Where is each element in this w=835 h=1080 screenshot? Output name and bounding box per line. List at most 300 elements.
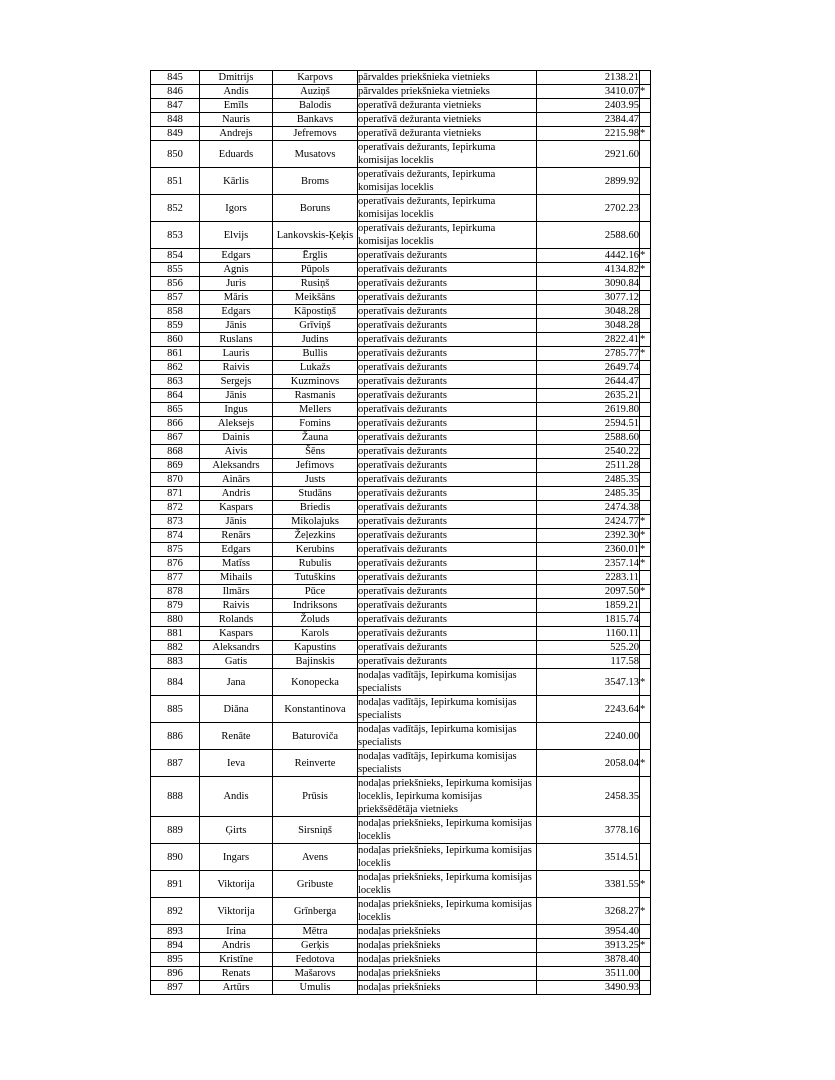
table-row bbox=[151, 750, 651, 777]
last-name: Mikolajuks bbox=[273, 515, 358, 529]
footnote-star bbox=[640, 953, 651, 967]
first-name: Diāna bbox=[200, 696, 273, 723]
first-name: Aivis bbox=[200, 445, 273, 459]
row-number: 848 bbox=[151, 113, 200, 127]
amount: 2403.95 bbox=[537, 99, 640, 113]
last-name: Bajinskis bbox=[273, 655, 358, 669]
footnote-star bbox=[640, 291, 651, 305]
position: nodaļas priekšnieks bbox=[358, 953, 537, 967]
amount: 2215.98 bbox=[537, 127, 640, 141]
footnote-star bbox=[640, 222, 651, 249]
row-number: 888 bbox=[151, 777, 200, 817]
position: operatīvais dežurants bbox=[358, 347, 537, 361]
table-row bbox=[151, 347, 651, 361]
footnote-star bbox=[640, 305, 651, 319]
position: operatīvais dežurants, Iepirkuma komisijas loceklis bbox=[358, 168, 537, 195]
position: operatīvais dežurants bbox=[358, 277, 537, 291]
last-name: Ērglis bbox=[273, 249, 358, 263]
amount: 3077.12 bbox=[537, 291, 640, 305]
first-name: Elvijs bbox=[200, 222, 273, 249]
row-number: 855 bbox=[151, 263, 200, 277]
amount: 1859.21 bbox=[537, 599, 640, 613]
last-name: Avens bbox=[273, 844, 358, 871]
last-name: Fomins bbox=[273, 417, 358, 431]
first-name: Kārlis bbox=[200, 168, 273, 195]
row-number: 859 bbox=[151, 319, 200, 333]
first-name: Jana bbox=[200, 669, 273, 696]
position: operatīvais dežurants bbox=[358, 375, 537, 389]
position: operatīvais dežurants bbox=[358, 557, 537, 571]
position: operatīvais dežurants bbox=[358, 501, 537, 515]
last-name: Kapustins bbox=[273, 641, 358, 655]
row-number: 860 bbox=[151, 333, 200, 347]
footnote-star bbox=[640, 389, 651, 403]
first-name: Andris bbox=[200, 487, 273, 501]
first-name: Edgars bbox=[200, 543, 273, 557]
amount: 2485.35 bbox=[537, 487, 640, 501]
last-name: Karols bbox=[273, 627, 358, 641]
table-row bbox=[151, 375, 651, 389]
last-name: Gerķis bbox=[273, 939, 358, 953]
amount: 525.20 bbox=[537, 641, 640, 655]
table-row bbox=[151, 871, 651, 898]
position: operatīvais dežurants bbox=[358, 305, 537, 319]
first-name: Kaspars bbox=[200, 627, 273, 641]
last-name: Šēns bbox=[273, 445, 358, 459]
last-name: Konstantinova bbox=[273, 696, 358, 723]
footnote-star bbox=[640, 113, 651, 127]
position: operatīvais dežurants, Iepirkuma komisijas loceklis bbox=[358, 222, 537, 249]
amount: 2619.80 bbox=[537, 403, 640, 417]
position: operatīvā dežuranta vietnieks bbox=[358, 127, 537, 141]
last-name: Mētra bbox=[273, 925, 358, 939]
first-name: Andris bbox=[200, 939, 273, 953]
footnote-star bbox=[640, 501, 651, 515]
first-name: Andis bbox=[200, 85, 273, 99]
row-number: 868 bbox=[151, 445, 200, 459]
first-name: Ingars bbox=[200, 844, 273, 871]
first-name: Edgars bbox=[200, 305, 273, 319]
last-name: Žoluds bbox=[273, 613, 358, 627]
footnote-star bbox=[640, 723, 651, 750]
position: pārvaldes priekšnieka vietnieks bbox=[358, 71, 537, 85]
first-name: Aleksandrs bbox=[200, 459, 273, 473]
row-number: 878 bbox=[151, 585, 200, 599]
table-row bbox=[151, 817, 651, 844]
row-number: 893 bbox=[151, 925, 200, 939]
row-number: 847 bbox=[151, 99, 200, 113]
footnote-star bbox=[640, 168, 651, 195]
row-number: 889 bbox=[151, 817, 200, 844]
table-row bbox=[151, 99, 651, 113]
position: operatīvais dežurants bbox=[358, 291, 537, 305]
position: operatīvais dežurants bbox=[358, 445, 537, 459]
personnel-salary-table bbox=[150, 70, 651, 995]
position: nodaļas priekšnieks bbox=[358, 939, 537, 953]
position: operatīvais dežurants bbox=[358, 515, 537, 529]
first-name: Ingus bbox=[200, 403, 273, 417]
first-name: Māris bbox=[200, 291, 273, 305]
amount: 4442.16 bbox=[537, 249, 640, 263]
footnote-star: * bbox=[640, 696, 651, 723]
last-name: Gribuste bbox=[273, 871, 358, 898]
amount: 3048.28 bbox=[537, 319, 640, 333]
first-name: Dmitrijs bbox=[200, 71, 273, 85]
amount: 3511.00 bbox=[537, 967, 640, 981]
footnote-star bbox=[640, 844, 651, 871]
first-name: Renārs bbox=[200, 529, 273, 543]
last-name: Tutuškins bbox=[273, 571, 358, 585]
position: operatīvais dežurants, Iepirkuma komisijas loceklis bbox=[358, 141, 537, 168]
footnote-star bbox=[640, 375, 651, 389]
last-name: Rubulis bbox=[273, 557, 358, 571]
amount: 3514.51 bbox=[537, 844, 640, 871]
footnote-star bbox=[640, 613, 651, 627]
position: operatīvais dežurants bbox=[358, 417, 537, 431]
table-row bbox=[151, 417, 651, 431]
amount: 2138.21 bbox=[537, 71, 640, 85]
row-number: 874 bbox=[151, 529, 200, 543]
table-row bbox=[151, 263, 651, 277]
amount: 3410.07 bbox=[537, 85, 640, 99]
footnote-star bbox=[640, 319, 651, 333]
amount: 2588.60 bbox=[537, 431, 640, 445]
position: nodaļas priekšnieks bbox=[358, 925, 537, 939]
last-name: Baturoviča bbox=[273, 723, 358, 750]
first-name: Andis bbox=[200, 777, 273, 817]
last-name: Lukažs bbox=[273, 361, 358, 375]
last-name: Žeļezkins bbox=[273, 529, 358, 543]
first-name: Agnis bbox=[200, 263, 273, 277]
row-number: 845 bbox=[151, 71, 200, 85]
position: operatīvā dežuranta vietnieks bbox=[358, 99, 537, 113]
amount: 3490.93 bbox=[537, 981, 640, 995]
first-name: Aleksandrs bbox=[200, 641, 273, 655]
footnote-star: * bbox=[640, 127, 651, 141]
position: nodaļas vadītājs, Iepirkuma komisijas specialists bbox=[358, 696, 537, 723]
position: pārvaldes priekšnieka vietnieks bbox=[358, 85, 537, 99]
table-row bbox=[151, 696, 651, 723]
footnote-star: * bbox=[640, 263, 651, 277]
last-name: Umulis bbox=[273, 981, 358, 995]
amount: 2243.64 bbox=[537, 696, 640, 723]
row-number: 861 bbox=[151, 347, 200, 361]
footnote-star bbox=[640, 459, 651, 473]
position: operatīvā dežuranta vietnieks bbox=[358, 113, 537, 127]
footnote-star bbox=[640, 361, 651, 375]
position: operatīvais dežurants bbox=[358, 487, 537, 501]
last-name: Rusiņš bbox=[273, 277, 358, 291]
row-number: 876 bbox=[151, 557, 200, 571]
row-number: 850 bbox=[151, 141, 200, 168]
footnote-star: * bbox=[640, 557, 651, 571]
position: operatīvais dežurants bbox=[358, 333, 537, 347]
table-row bbox=[151, 925, 651, 939]
table-row bbox=[151, 557, 651, 571]
amount: 3778.16 bbox=[537, 817, 640, 844]
amount: 3268.27 bbox=[537, 898, 640, 925]
row-number: 887 bbox=[151, 750, 200, 777]
footnote-star: * bbox=[640, 750, 651, 777]
footnote-star bbox=[640, 431, 651, 445]
first-name: Edgars bbox=[200, 249, 273, 263]
position: operatīvais dežurants bbox=[358, 249, 537, 263]
position: operatīvais dežurants bbox=[358, 655, 537, 669]
last-name: Mašarovs bbox=[273, 967, 358, 981]
last-name: Balodis bbox=[273, 99, 358, 113]
position: nodaļas priekšnieks, Iepirkuma komisijas loceklis bbox=[358, 817, 537, 844]
last-name: Prūsis bbox=[273, 777, 358, 817]
table-row bbox=[151, 571, 651, 585]
row-number: 881 bbox=[151, 627, 200, 641]
table-row bbox=[151, 627, 651, 641]
last-name: Justs bbox=[273, 473, 358, 487]
first-name: Renats bbox=[200, 967, 273, 981]
row-number: 891 bbox=[151, 871, 200, 898]
row-number: 895 bbox=[151, 953, 200, 967]
first-name: Ruslans bbox=[200, 333, 273, 347]
footnote-star bbox=[640, 777, 651, 817]
first-name: Matīss bbox=[200, 557, 273, 571]
table-row bbox=[151, 585, 651, 599]
footnote-star bbox=[640, 641, 651, 655]
footnote-star: * bbox=[640, 871, 651, 898]
table-row bbox=[151, 277, 651, 291]
amount: 2485.35 bbox=[537, 473, 640, 487]
amount: 1815.74 bbox=[537, 613, 640, 627]
footnote-star: * bbox=[640, 85, 651, 99]
table-row bbox=[151, 127, 651, 141]
footnote-star bbox=[640, 487, 651, 501]
row-number: 869 bbox=[151, 459, 200, 473]
last-name: Meikšāns bbox=[273, 291, 358, 305]
position: operatīvais dežurants bbox=[358, 263, 537, 277]
row-number: 886 bbox=[151, 723, 200, 750]
last-name: Fedotova bbox=[273, 953, 358, 967]
table-row bbox=[151, 953, 651, 967]
table-row bbox=[151, 599, 651, 613]
position: operatīvais dežurants bbox=[358, 599, 537, 613]
amount: 2392.30 bbox=[537, 529, 640, 543]
first-name: Ģirts bbox=[200, 817, 273, 844]
table-row bbox=[151, 403, 651, 417]
amount: 2540.22 bbox=[537, 445, 640, 459]
first-name: Nauris bbox=[200, 113, 273, 127]
table-row bbox=[151, 222, 651, 249]
table-body bbox=[151, 71, 651, 995]
table-row bbox=[151, 529, 651, 543]
row-number: 872 bbox=[151, 501, 200, 515]
table-row bbox=[151, 141, 651, 168]
first-name: Ieva bbox=[200, 750, 273, 777]
position: nodaļas priekšnieks, Iepirkuma komisijas loceklis, Iepirkuma komisijas priekšsēdētāja vietnieks bbox=[358, 777, 537, 817]
amount: 4134.82 bbox=[537, 263, 640, 277]
row-number: 885 bbox=[151, 696, 200, 723]
amount: 2899.92 bbox=[537, 168, 640, 195]
amount: 2644.47 bbox=[537, 375, 640, 389]
position: nodaļas priekšnieks bbox=[358, 967, 537, 981]
amount: 2357.14 bbox=[537, 557, 640, 571]
footnote-star: * bbox=[640, 543, 651, 557]
last-name: Judins bbox=[273, 333, 358, 347]
last-name: Bullis bbox=[273, 347, 358, 361]
row-number: 873 bbox=[151, 515, 200, 529]
table-row bbox=[151, 85, 651, 99]
row-number: 890 bbox=[151, 844, 200, 871]
last-name: Kerubins bbox=[273, 543, 358, 557]
amount: 3913.25 bbox=[537, 939, 640, 953]
row-number: 846 bbox=[151, 85, 200, 99]
row-number: 867 bbox=[151, 431, 200, 445]
row-number: 866 bbox=[151, 417, 200, 431]
amount: 2384.47 bbox=[537, 113, 640, 127]
table-row bbox=[151, 459, 651, 473]
table-row bbox=[151, 168, 651, 195]
first-name: Rolands bbox=[200, 613, 273, 627]
last-name: Studāns bbox=[273, 487, 358, 501]
footnote-star bbox=[640, 925, 651, 939]
row-number: 857 bbox=[151, 291, 200, 305]
footnote-star bbox=[640, 981, 651, 995]
table-row bbox=[151, 319, 651, 333]
row-number: 863 bbox=[151, 375, 200, 389]
footnote-star bbox=[640, 627, 651, 641]
last-name: Bankavs bbox=[273, 113, 358, 127]
first-name: Lauris bbox=[200, 347, 273, 361]
table-row bbox=[151, 967, 651, 981]
position: operatīvais dežurants bbox=[358, 319, 537, 333]
table-row bbox=[151, 641, 651, 655]
position: nodaļas priekšnieks, Iepirkuma komisijas loceklis bbox=[358, 844, 537, 871]
last-name: Karpovs bbox=[273, 71, 358, 85]
table-row bbox=[151, 305, 651, 319]
amount: 2458.35 bbox=[537, 777, 640, 817]
first-name: Ilmārs bbox=[200, 585, 273, 599]
last-name: Konopecka bbox=[273, 669, 358, 696]
last-name: Briedis bbox=[273, 501, 358, 515]
last-name: Jefimovs bbox=[273, 459, 358, 473]
position: operatīvais dežurants bbox=[358, 389, 537, 403]
position: operatīvais dežurants bbox=[358, 459, 537, 473]
row-number: 897 bbox=[151, 981, 200, 995]
first-name: Artūrs bbox=[200, 981, 273, 995]
table-row bbox=[151, 501, 651, 515]
last-name: Kuzminovs bbox=[273, 375, 358, 389]
last-name: Mellers bbox=[273, 403, 358, 417]
row-number: 851 bbox=[151, 168, 200, 195]
position: operatīvais dežurants bbox=[358, 529, 537, 543]
amount: 2635.21 bbox=[537, 389, 640, 403]
row-number: 892 bbox=[151, 898, 200, 925]
last-name: Žauna bbox=[273, 431, 358, 445]
last-name: Kāpostiņš bbox=[273, 305, 358, 319]
footnote-star: * bbox=[640, 898, 651, 925]
table-row bbox=[151, 669, 651, 696]
footnote-star: * bbox=[640, 939, 651, 953]
footnote-star bbox=[640, 571, 651, 585]
amount: 2822.41 bbox=[537, 333, 640, 347]
last-name: Grīnberga bbox=[273, 898, 358, 925]
table-row bbox=[151, 543, 651, 557]
last-name: Sirsniņš bbox=[273, 817, 358, 844]
footnote-star: * bbox=[640, 515, 651, 529]
row-number: 862 bbox=[151, 361, 200, 375]
footnote-star bbox=[640, 417, 651, 431]
position: operatīvais dežurants bbox=[358, 473, 537, 487]
table-row bbox=[151, 655, 651, 669]
amount: 3954.40 bbox=[537, 925, 640, 939]
footnote-star bbox=[640, 473, 651, 487]
first-name: Aleksejs bbox=[200, 417, 273, 431]
last-name: Pūpols bbox=[273, 263, 358, 277]
amount: 3090.84 bbox=[537, 277, 640, 291]
footnote-star: * bbox=[640, 347, 651, 361]
row-number: 853 bbox=[151, 222, 200, 249]
position: nodaļas vadītājs, Iepirkuma komisijas specialists bbox=[358, 669, 537, 696]
last-name: Boruns bbox=[273, 195, 358, 222]
row-number: 858 bbox=[151, 305, 200, 319]
row-number: 856 bbox=[151, 277, 200, 291]
amount: 117.58 bbox=[537, 655, 640, 669]
first-name: Jānis bbox=[200, 389, 273, 403]
position: operatīvais dežurants bbox=[358, 543, 537, 557]
first-name: Irina bbox=[200, 925, 273, 939]
footnote-star bbox=[640, 599, 651, 613]
footnote-star: * bbox=[640, 249, 651, 263]
amount: 2058.04 bbox=[537, 750, 640, 777]
first-name: Raivis bbox=[200, 361, 273, 375]
first-name: Emīls bbox=[200, 99, 273, 113]
first-name: Renāte bbox=[200, 723, 273, 750]
position: nodaļas vadītājs, Iepirkuma komisijas specialists bbox=[358, 723, 537, 750]
position: operatīvais dežurants bbox=[358, 431, 537, 445]
amount: 2921.60 bbox=[537, 141, 640, 168]
table-row bbox=[151, 249, 651, 263]
row-number: 894 bbox=[151, 939, 200, 953]
position: nodaļas priekšnieks, Iepirkuma komisijas loceklis bbox=[358, 871, 537, 898]
first-name: Viktorija bbox=[200, 898, 273, 925]
footnote-star bbox=[640, 817, 651, 844]
first-name: Viktorija bbox=[200, 871, 273, 898]
position: operatīvais dežurants bbox=[358, 641, 537, 655]
first-name: Juris bbox=[200, 277, 273, 291]
position: operatīvais dežurants bbox=[358, 361, 537, 375]
footnote-star bbox=[640, 967, 651, 981]
row-number: 849 bbox=[151, 127, 200, 141]
amount: 2097.50 bbox=[537, 585, 640, 599]
row-number: 875 bbox=[151, 543, 200, 557]
amount: 2594.51 bbox=[537, 417, 640, 431]
amount: 1160.11 bbox=[537, 627, 640, 641]
last-name: Indriksons bbox=[273, 599, 358, 613]
row-number: 852 bbox=[151, 195, 200, 222]
amount: 2588.60 bbox=[537, 222, 640, 249]
footnote-star bbox=[640, 403, 651, 417]
table-row bbox=[151, 981, 651, 995]
position: operatīvais dežurants bbox=[358, 403, 537, 417]
amount: 3547.13 bbox=[537, 669, 640, 696]
table-row bbox=[151, 445, 651, 459]
footnote-star bbox=[640, 141, 651, 168]
first-name: Sergejs bbox=[200, 375, 273, 389]
footnote-star bbox=[640, 195, 651, 222]
last-name: Lankovskis-Ķeķis bbox=[273, 222, 358, 249]
footnote-star: * bbox=[640, 585, 651, 599]
position: operatīvais dežurants bbox=[358, 613, 537, 627]
row-number: 896 bbox=[151, 967, 200, 981]
first-name: Andrejs bbox=[200, 127, 273, 141]
amount: 3381.55 bbox=[537, 871, 640, 898]
